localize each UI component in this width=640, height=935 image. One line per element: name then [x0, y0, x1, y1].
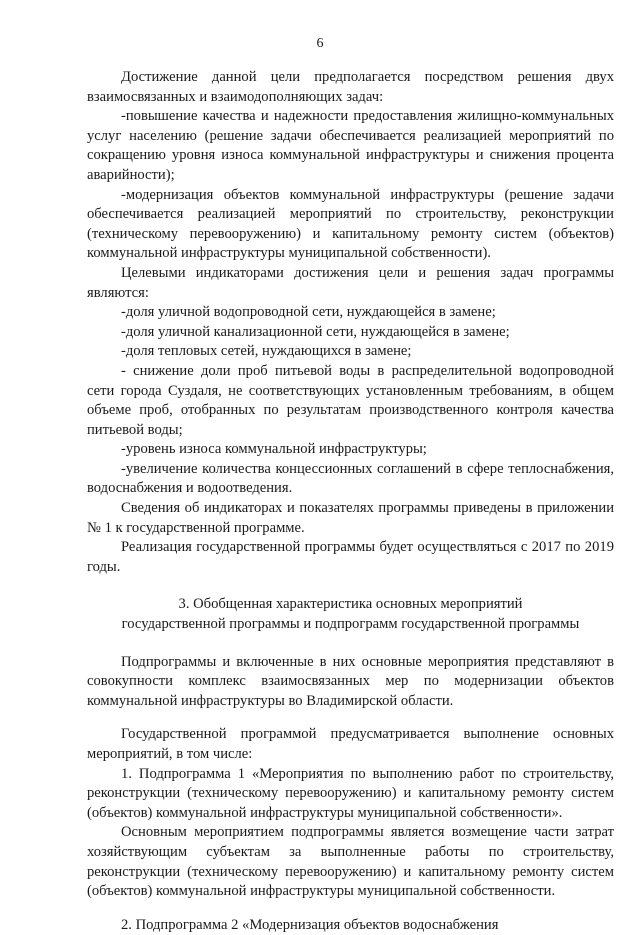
- list-item: -доля уличной водопроводной сети, нуждающейся в замене;: [121, 304, 496, 321]
- paragraph: Реализация государственной программы будет осуществляться с 2017 по 2019 годы.: [87, 539, 614, 575]
- page-number: 6: [316, 36, 324, 51]
- list-item: 1. Подпрограмма 1 «Мероприятия по выполнению работ по строительству, реконструкции (техническому перевооружению) и капитальному ремонту систем (объектов) коммунальной инфраструктуры муниципальной собственности».: [87, 765, 614, 821]
- list-item: -доля уличной канализационной сети, нуждающейся в замене;: [121, 323, 510, 340]
- paragraph: Государственной программой предусматривается выполнение основных мероприятий, в том числе:: [87, 726, 614, 762]
- paragraph: Подпрограммы и включенные в них основные мероприятия представляют в совокупности комплекс взаимосвязанных мер по модернизации объектов коммунальной инфраструктуры во Владимирской области.: [87, 653, 614, 709]
- paragraph: Целевыми индикаторами достижения цели и решения задач программы являются:: [87, 264, 614, 301]
- paragraph: Основным мероприятием подпрограммы является возмещение части затрат хозяйствующим субъектам за выполненные работы по строительству, реконструкции (техническому перевооружению) и капитальному ремонту систем (объектов) коммунальной инфраструктуры муниципальной собственности.: [87, 824, 614, 900]
- list-item: -увеличение количества концессионных соглашений в сфере теплоснабжения, водоснабжения и водоотведения.: [87, 460, 614, 497]
- list-item: 2. Подпрограмма 2 «Модернизация объектов водоснабжения: [121, 916, 499, 933]
- section-heading-line1: 3. Обобщенная характеристика основных мероприятий: [178, 596, 523, 613]
- list-item: -модернизация объектов коммунальной инфраструктуры (решение задачи обеспечивается реализацией мероприятий по строительству, реконструкции (техническому перевооружению) и капитальному ремонту систем (объектов) коммунальной инфраструктуры муниципальной собственности).: [87, 186, 614, 262]
- paragraph: Сведения об индикаторах и показателях программы приведены в приложении № 1 к государственной программе.: [87, 500, 614, 536]
- document-body: [87, 68, 614, 935]
- section-heading-line2: государственной программы и подпрограмм государственной программы: [121, 616, 580, 633]
- list-item: -повышение качества и надежности предоставления жилищно-коммунальных услуг населению (решение задачи обеспечивается реализацией мероприятий по сокращению уровня износа коммунальной инфраструктуры и снижения процента аварийности);: [87, 108, 614, 183]
- paragraph: Достижение данной цели предполагается посредством решения двух взаимосвязанных и взаимодополняющих задач:: [87, 69, 614, 105]
- list-item: -уровень износа коммунальной инфраструктуры;: [121, 441, 427, 458]
- list-item: -доля тепловых сетей, нуждающихся в замене;: [121, 343, 412, 360]
- list-item: - снижение доли проб питьевой воды в распределительной водопроводной сети города Суздаля, не соответствующих установленным требованиям, в общем объеме проб, отобранных по результатам производственного контроля качества питьевой воды;: [87, 362, 614, 438]
